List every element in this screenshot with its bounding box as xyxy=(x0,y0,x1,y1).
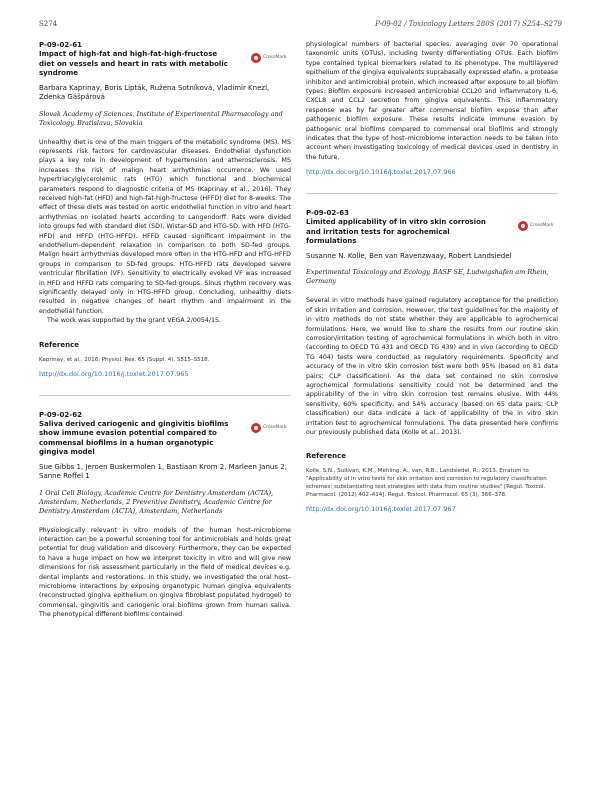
reference-heading: Reference xyxy=(306,452,347,461)
reference-entry: Kaprinay, et al., 2016. Physiol. Res. 65 (Suppl. 4), S515–S518. xyxy=(39,356,210,363)
crossmark-icon xyxy=(251,53,261,63)
page-number: S274 xyxy=(39,20,58,28)
crossmark-label: CrossMark xyxy=(263,424,287,430)
abstract-authors: Barbara Kaprinay, Boris Lipták, Ružena Sotníková, Vladimír Knezl, Zdenka Gášpárová xyxy=(39,83,270,101)
abstract-affiliation: Experimental Toxicology and Ecology, BASF SE, Ludwigshafen am Rhein, Germany xyxy=(306,268,549,286)
abstract-title: Limited applicability of in vitro skin corrosion and irritation tests for agrochemical formulations xyxy=(306,218,486,246)
crossmark-badge[interactable] xyxy=(518,220,558,232)
crossmark-label: CrossMark xyxy=(263,55,287,60)
reference-entry: Kolle, S.N., Sullivan, K.M., Mehling, A., van, R.B., Landsiedel, R., 2013. Erratum to "Applicability of in vitro tests for skin irritation and corrosion to regulatory classification schemes: substantiating test strategies with data from routine studies" [Regul. Toxicol. Pharmacol. (2012) 402–414]. Regul. Toxicol. Pharmacol. 65 (3), 366–378. xyxy=(306,468,547,499)
crossmark-badge[interactable] xyxy=(251,52,291,64)
abstract-title: Saliva derived cariogenic and gingivitis biofilms show immune evasion potential compared to commensal biofilms in a human organotypic gingiva model xyxy=(39,419,229,457)
abstract-body xyxy=(39,526,291,620)
crossmark-badge[interactable] xyxy=(251,422,291,434)
abstract-affiliation: Slovak Academy of Sciences, Institute of Experimental Pharmacology and Toxicology, Bratislava, Slovakia xyxy=(39,109,283,127)
abstract-title: Impact of high-fat and high-fat-high-fructose diet on vessels and heart in rats with metabolic syndrome xyxy=(39,50,228,77)
abstract-text: Several in vitro methods have gained regulatory acceptance for the prediction of skin irritation and corrosion. However, the test guidelines for the majority of in vitro methods do not state whether they are applicable to agrochemical formulations. Here, we would like to share the results from our routine skin corrosion/irritation testing of agrochemical formulations in which both in vitro (according to OECD TG 431 and OECD TG 439) and in vivo (according to OECD TG 404) tests were conducted as regulatory requirements. Specificity and accuracy of the in vitro skin corrosion test were both 95% (based on 81 data pairs; CLP classification). As the data set contained no skin corrosive agrochemical formulations sensitivity could not be determined and the applicability of the in vitro skin corrosion test remains elusive. With 44% sensitivity, 60% specificity, and 54% accuracy (based on 65 data pairs; CLP classification) our data indicate a lack of applicability of the in vitro skin irritation test to agrochemical formulations. The data presented here confirms our previously published data (Kolle et al., 2013). xyxy=(306,297,558,436)
crossmark-icon xyxy=(251,423,261,433)
abstract-id: P-09-02-62 xyxy=(39,410,82,419)
abstract-text: Physiologically relevant in vitro models of the human host–microbiome interaction can be a powerful screening tool for antimicrobials and holds great potential for drug validation and discovery. Furthermore, they can be expected to have a huge impact on how we interpret toxicity in vitro and will give new dimensions for risk assessment particularly in the field of medical devices e.g. dental implants and restorations. In this study, we investigated the oral host–microbiome interactions by exposing organotypic human gingiva equivalents (reconstructed gingiva epithelium on gingiva fibroblast populated hydrogel) to commensal, gingivitis and cariogenic oral biofilms grown from human saliva. The phenotypical different biofilms contained xyxy=(39,526,291,619)
left-column xyxy=(39,40,291,620)
abstract-text: Unhealthy diet is one of the main triggers of the metabolic syndrome (MS). MS represents risk factors for cardiovascular diseases. Endothelial dysfunction plays a key role in development of hypertension and atherosclerosis. MS increases the risk of malign heart arrhythmias occurrence. We used hypertriacylglycerolemic rats (HTG) which functional and biochemical parameters respond to diagnostic criteria of MS (Kaprinay et al., 2016). They received high-fat (HFD) and high-fat-high-fructose (HFFD) diet for 8-weeks. The effect of these diets was tested on aortic endothelial function in vitro and heart arrhythmias on isolated hearts according to Langendorff. Rats were divided into groups fed with standard diet (SD), Wistar-SD and HTG-SD, with HFD (HTG-HFD) and HFFD (HTG-HFFD). HFFD caused significant impairment in the endothelium-dependent relaxation in comparison to both SD-fed groups. Malign heart arrhythmias developed more often in the HTG-HFD and HTG-HFFD groups in comparison to SD-fed groups. HTG-HFFD rats developed severe ventricular fibrillation (VF). Sensitivity to electrically evoked VF was increased in HFD and HFFD rats comparing to SD-fed groups. Sinus rhythm recovery was significantly delayed only in HTG-HFFD group. Concluding, unhealthy diets resulted in negative changes of heart rhythm and impairment in the endothelial function. xyxy=(39,138,291,315)
doi-link[interactable]: http://dx.doi.org/10.1016/j.toxlet.2017.07.967 xyxy=(306,505,456,514)
doi-link[interactable]: http://dx.doi.org/10.1016/j.toxlet.2017.07.965 xyxy=(39,369,189,378)
abstract-title-row xyxy=(39,50,291,79)
abstract-authors: Sue Gibbs 1, Jeroen Buskermolen 1, Bastiaan Krom 2, Marleen Janus 2, Sanne Roffel 1 xyxy=(39,462,287,481)
abstract-id: P-09-02-63 xyxy=(306,209,349,218)
abstract-id: P-09-02-61 xyxy=(39,41,82,49)
reference-heading: Reference xyxy=(39,340,80,349)
abstract-title-row xyxy=(39,420,291,458)
crossmark-icon xyxy=(518,221,528,231)
abstract-authors: Susanne N. Kolle, Ben van Ravenzwaay, Robert Landsiedel xyxy=(306,251,512,260)
crossmark-label: CrossMark xyxy=(530,223,554,229)
right-column xyxy=(306,40,558,514)
divider xyxy=(306,193,558,194)
abstract-body xyxy=(39,138,291,326)
doi-link[interactable]: http://dx.doi.org/10.1016/j.toxlet.2017.07.966 xyxy=(306,168,456,177)
abstract-title-row xyxy=(306,218,558,247)
abstract-affiliation: 1 Oral Cell Biology, Academic Centre for Dentistry Amsterdam (ACTA), Amsterdam, Netherlands, 2 Preventive Dentistry, Academic Centre for Dentistry Amsterdam (ACTA), Amsterdam, Netherlands xyxy=(39,488,274,515)
acknowledgement: The work was supported by the grant VEGA 2/0054/15. xyxy=(47,317,222,325)
divider xyxy=(39,395,291,396)
abstract-body xyxy=(306,296,558,437)
abstract-text-continued: physiological numbers of bacterial species, averaging over 70 operational taxonomic units (OTUs), including twenty differentiating OTUs. Each biofilm type contained typical biomarkers related to its phenotype. The multilayered epithelium of the gingiva equivalents suprabasally expressed elafin, a protease inhibitor and antimicrobial protein, which increased after exposure to all biofilm types. Biofilm exposure increased antimicrobial CCL20 and inflammatory IL-6, CXCL8 and CCL2 secretion from gingiva equivalents. This inflammatory response was by far greater after commensal biofilm expose than after pathogenic biofilm exposure. These results indicate immune evasion by pathogenic oral biofilms compared to commensal oral biofilms and strongly indicates that the type of host–microbiome interaction needs to be taken into account when investigating toxicology of medical devices used in dentistry in the future. xyxy=(306,41,558,161)
abstract-body-continued xyxy=(306,40,558,162)
journal-header: P-09-02 / Toxicology Letters 280S (2017) S254–S279 xyxy=(375,20,562,28)
